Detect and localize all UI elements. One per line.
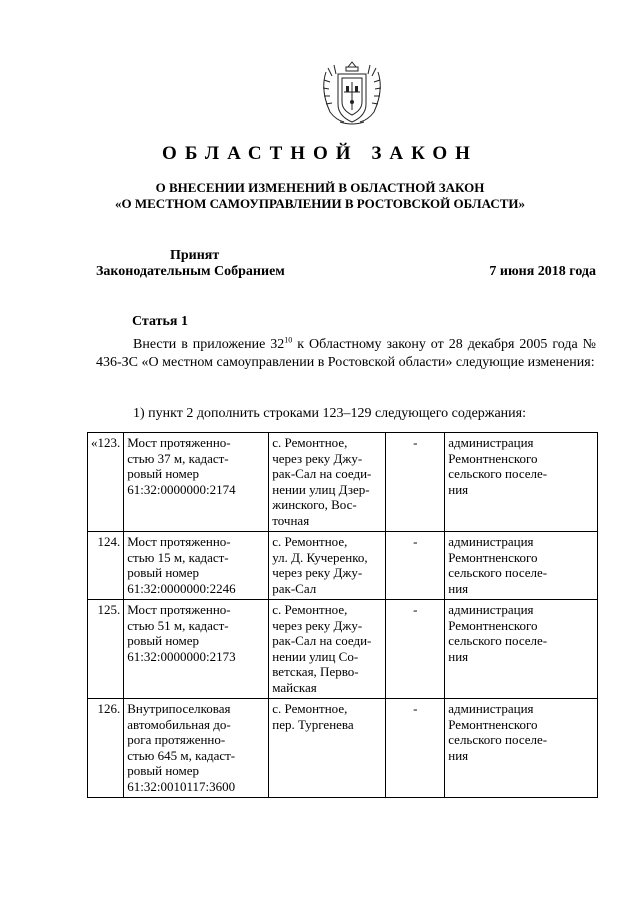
adopted-label: Принят [170, 248, 220, 263]
row-object-line: Внутрипоселковая [127, 701, 231, 716]
row-object-line: ровый номер [127, 565, 200, 580]
row-location-line: майская [272, 679, 317, 695]
row-number-line: 124. [97, 534, 121, 549]
row-owner-line: Ремонтненского [448, 450, 538, 466]
row-location-line: точная [272, 512, 310, 528]
row-owner [445, 532, 598, 600]
row-number [88, 600, 124, 699]
table-row [88, 699, 598, 798]
row-dash [386, 600, 445, 699]
row-number [88, 699, 124, 798]
para1-text-start: Внести в приложение 32 [133, 337, 285, 352]
row-owner-line: Ремонтненского [448, 716, 538, 732]
row-number [88, 532, 124, 600]
row-number-line: «123. [91, 435, 121, 450]
row-dash-line: - [413, 534, 418, 549]
row-location-line: нении улиц Дзер- [272, 481, 370, 497]
row-owner-line: сельского поселе- [448, 466, 548, 481]
row-object-line: 61:32:0000000:2174 [127, 481, 236, 497]
row-location-line: рак-Сал на соеди- [272, 633, 372, 648]
para1-superscript: 10 [284, 335, 293, 345]
row-owner [445, 600, 598, 699]
row-object [124, 433, 269, 532]
document-title: ОБЛАСТНОЙ ЗАКОН [162, 143, 478, 164]
row-object-line: ровый номер [127, 466, 200, 481]
row-object-line: автомобильная до- [127, 716, 231, 732]
subtitle-line-2: «О МЕСТНОМ САМОУПРАВЛЕНИИ В РОСТОВСКОЙ ОБЛАСТИ» [115, 196, 525, 211]
row-location-line: через реку Джу- [272, 565, 363, 580]
article-paragraph-1 [96, 336, 596, 372]
row-location [269, 433, 386, 532]
row-object-line: 61:32:0000000:2246 [127, 580, 236, 596]
adopted-date: 7 июня 2018 года [489, 264, 596, 279]
row-dash-line: - [413, 435, 418, 450]
row-object-line: стью 37 м, кадаст- [127, 450, 229, 466]
row-object-line: ровый номер [127, 763, 200, 778]
subtitle-line-1: О ВНЕСЕНИИ ИЗМЕНЕНИЙ В ОБЛАСТНОЙ ЗАКОН [155, 180, 485, 195]
row-location-line: через реку Джу- [272, 617, 363, 633]
row-owner-line: ния [448, 580, 469, 596]
row-owner-line: Ремонтненского [448, 617, 538, 633]
row-owner-line: ния [448, 747, 469, 763]
row-owner-line: администрация [448, 602, 534, 617]
row-object-line: стью 15 м, кадаст- [127, 549, 229, 565]
row-location-line: ул. Д. Кучеренко, [272, 549, 368, 565]
row-owner-line: сельского поселе- [448, 565, 548, 580]
row-object-line: Мост протяженно- [127, 534, 231, 549]
row-owner-line: Ремонтненского [448, 549, 538, 565]
row-location-line: рак-Сал [272, 580, 317, 596]
row-object-line: Мост протяженно- [127, 435, 231, 450]
table-row [88, 433, 598, 532]
document-subtitle [0, 180, 640, 212]
row-dash-line: - [413, 701, 418, 716]
row-object-line: 61:32:0000000:2173 [127, 648, 236, 664]
row-location-line: нении улиц Со- [272, 648, 359, 664]
amendment-table [87, 432, 598, 798]
row-owner-line: ния [448, 648, 469, 664]
row-owner-line: сельского поселе- [448, 633, 548, 648]
row-number [88, 433, 124, 532]
row-dash [386, 699, 445, 798]
row-number-line: 125. [97, 602, 121, 617]
row-owner-line: сельского поселе- [448, 732, 548, 747]
table-row [88, 600, 598, 699]
row-location-line: с. Ремонтное, [272, 534, 348, 549]
adopted-by: Законодательным Собранием [96, 264, 285, 279]
row-location [269, 600, 386, 699]
row-owner-line: администрация [448, 435, 534, 450]
row-location-line: рак-Сал на соеди- [272, 466, 372, 481]
para1-text-end: к Областному закону от 28 декабря 2005 года № 436-ЗС «О местном самоуправлении в Ростовской области» следующие изменения: [96, 337, 596, 370]
row-owner-line: администрация [448, 534, 534, 549]
row-location [269, 532, 386, 600]
row-object-line: стью 645 м, кадаст- [127, 747, 236, 763]
row-object-line: ровый номер [127, 633, 200, 648]
row-object-line: Мост протяженно- [127, 602, 231, 617]
row-object-line: рога протяженно- [127, 732, 226, 747]
row-object [124, 600, 269, 699]
row-object [124, 532, 269, 600]
row-object-line: стью 51 м, кадаст- [127, 617, 229, 633]
row-object [124, 699, 269, 798]
row-location-line: жинского, Вос- [272, 497, 357, 512]
coat-of-arms-icon [316, 58, 388, 128]
row-location-line: пер. Тургенева [272, 716, 354, 732]
row-location-line: с. Ремонтное, [272, 701, 348, 716]
row-object-line: 61:32:0010117:3600 [127, 778, 236, 794]
row-location-line: с. Ремонтное, [272, 602, 348, 617]
row-dash [386, 532, 445, 600]
article-title: Статья 1 [132, 314, 188, 329]
article-paragraph-2: 1) пункт 2 дополнить строками 123–129 следующего содержания: [133, 406, 526, 421]
row-location-line: с. Ремонтное, [272, 435, 348, 450]
row-location [269, 699, 386, 798]
row-location-line: через реку Джу- [272, 450, 363, 466]
row-dash-line: - [413, 602, 418, 617]
row-location-line: ветская, Перво- [272, 664, 359, 679]
row-owner-line: ния [448, 481, 469, 497]
row-owner [445, 433, 598, 532]
row-owner-line: администрация [448, 701, 534, 716]
table-row [88, 532, 598, 600]
amendment-table-body [88, 433, 598, 798]
row-dash [386, 433, 445, 532]
row-number-line: 126. [97, 701, 121, 716]
row-owner [445, 699, 598, 798]
